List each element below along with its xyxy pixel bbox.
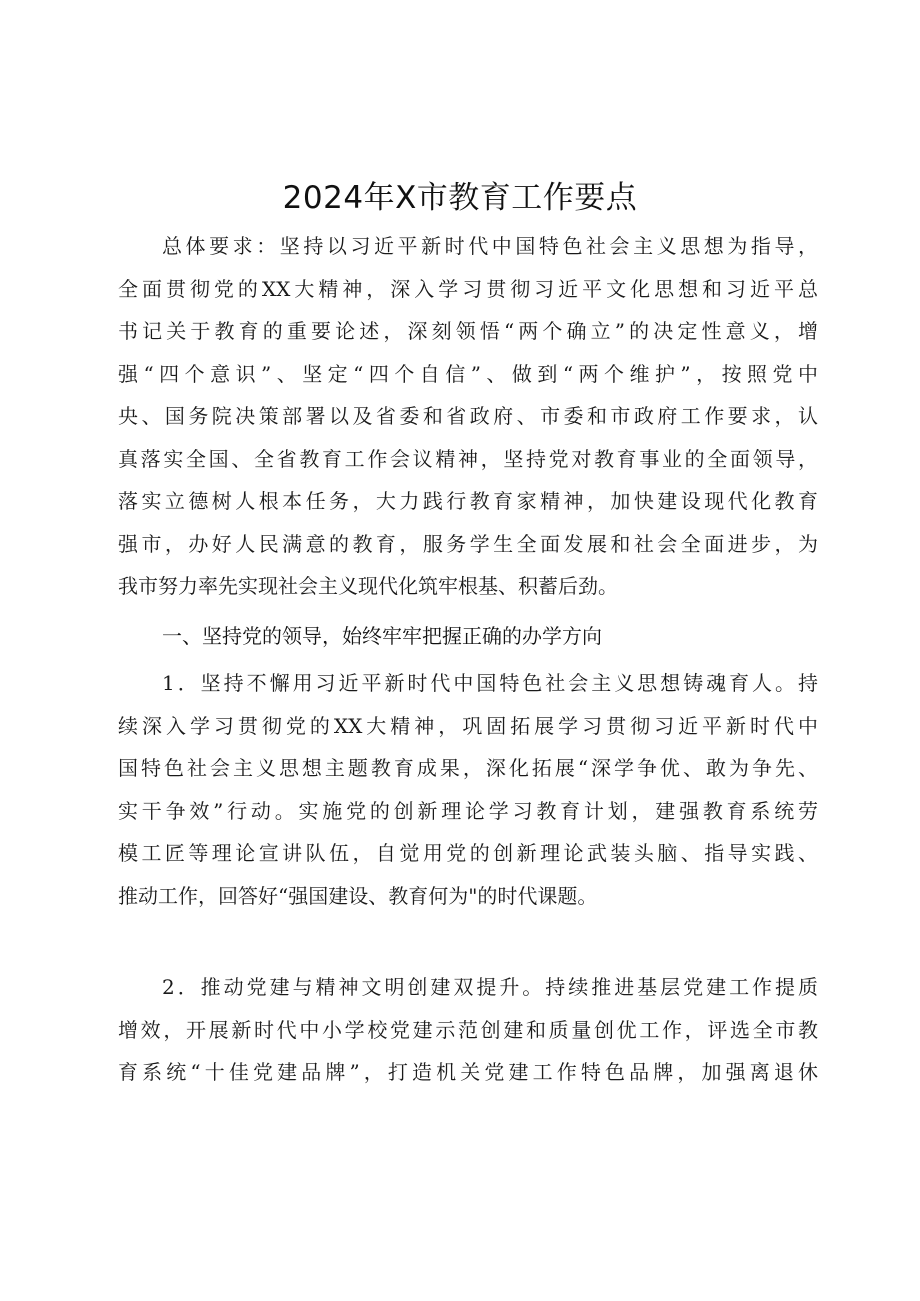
paragraph-line: 增效，开展新时代中小学校党建示范创建和质量创优工作，评选全市教 bbox=[118, 1017, 818, 1042]
paragraph-line: 央、国务院决策部署以及省委和省政府、市委和市政府工作要求，认 bbox=[118, 404, 818, 428]
paragraph-line: 真落实全国、全省教育工作会议精神，坚持党对教育事业的全面领导， bbox=[118, 446, 818, 471]
intro-paragraph bbox=[118, 225, 818, 608]
item-1-paragraph bbox=[118, 662, 818, 917]
paragraph-line: 1．坚持不懈用习近平新时代中国特色社会主义思想铸魂育人。持 bbox=[162, 671, 818, 695]
paragraph-line: 强市，办好人民满意的教育，服务学生全面发展和社会全面进步，为 bbox=[118, 531, 818, 556]
section-heading: 一、坚持党的领导，始终牢牢把握正确的办学方向 bbox=[162, 624, 602, 648]
document-title: 2024年X市教育工作要点 bbox=[282, 180, 638, 216]
paragraph-line: 强“四个意识”、坚定“四个自信”、做到“两个维护”，按照党中 bbox=[118, 361, 818, 386]
paragraph-line: 模工匠等理论宣讲队伍，自觉用党的创新理论武装头脑、指导实践、 bbox=[118, 841, 818, 865]
paragraph-line: 2．推动党建与精神文明创建双提升。持续推进基层党建工作提质 bbox=[162, 975, 818, 999]
paragraph-line: 推动工作，回答好“强国建设、教育何为"的时代课题。 bbox=[118, 883, 598, 908]
paragraph-line: 续深入学习贯彻党的XX大精神，巩固拓展学习贯彻习近平新时代中 bbox=[118, 713, 818, 738]
paragraph-line: 落实立德树人根本任务，大力践行教育家精神，加快建设现代化教育 bbox=[118, 489, 818, 513]
paragraph-line: 总体要求：坚持以习近平新时代中国特色社会主义思想为指导， bbox=[162, 234, 818, 258]
paragraph-line: 育系统“十佳党建品牌”，打造机关党建工作特色品牌，加强离退休 bbox=[118, 1060, 818, 1084]
item-2-paragraph bbox=[118, 966, 818, 1094]
paragraph-line: 国特色社会主义思想主题教育成果，深化拓展“深学争优、敢为争先、 bbox=[118, 756, 818, 780]
paragraph-line: 全面贯彻党的XX大精神，深入学习贯彻习近平文化思想和习近平总 bbox=[118, 276, 818, 301]
paragraph-line: 书记关于教育的重要论述，深刻领悟“两个确立”的决定性意义，增 bbox=[118, 319, 818, 343]
paragraph-line: 我市努力率先实现社会主义现代化筑牢根基、积蓄后劲。 bbox=[118, 574, 618, 598]
paragraph-line: 实干争效”行动。实施党的创新理论学习教育计划，建强教育系统劳 bbox=[118, 798, 818, 823]
